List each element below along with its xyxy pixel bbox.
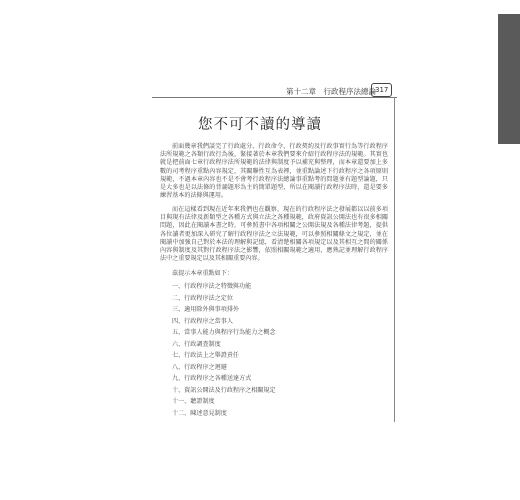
header-rule	[152, 97, 397, 98]
page-number: 317	[371, 83, 392, 97]
list-item: 一、行政程序法之特徵與功能	[172, 283, 252, 290]
key-points-list	[172, 281, 276, 420]
list-item: 四、行政程序之當事人	[172, 317, 233, 325]
paragraph-2: 而在這樣看到現在近年來我們也在觀察，現在的行政程序法之發展都以以前多項目與現有法律及新類型之各種方式與立法之各種規範，政府資訊公開法也有很多相關問題，因此在閱讀本書之時，可參照書中各項相關之公開法規及各種法律考題，提供各位讀者更加深入研究了解行政程序法之立法規範，可以參照相關條文之規定，並在閱讀中加強自己對於本法的理解與記憶，看清楚相關各項規定以及其相互之間的關係內容與制度及其對行政程序法之影響，依照相關規範之適用，應熟記並理解行政程序法中之重要規定以及其相關重要內容。	[160, 206, 388, 263]
list-item: 二、行政程序法之定位	[172, 294, 233, 302]
paragraph-1: 前面幾章我們談完了行政處分、行政命令、行政契約及行政事實行為等行政程序法所規範之各類行政行為後，緊接著於本章我們要來介紹行政程序法的規範。其實也就是把前面七章行政程序法所規範的法律與制度予以補充與整理，而本章還要加上多數的司考程序重點內容規定，其關聯性互為表裡，並重點論述下行政程序之各項原則規範，不過本章內容也不是不會考行政程序法總論事重點考的問題並有題型論題，只是大多也是以法條的背誦題形為主的簡單題型，所以在閱讀行政程序法時，還是要多練習基本的法條與運用。	[160, 143, 388, 200]
section-title: 您不可不讀的導讀	[198, 117, 322, 133]
list-item: 七、行政法上之舉證責任	[172, 352, 240, 360]
list-item: 五、當事人能力與程序行為能力之概念	[172, 329, 276, 337]
list-item: 六、行政調查制度	[172, 340, 221, 348]
list-item: 八、行政程序之迴避	[172, 363, 227, 371]
list-item: 十一、聽證制度	[172, 398, 215, 406]
running-header-chapter: 第十二章 行政程序法總論	[286, 87, 376, 96]
key-points-intro: 茲提示本章重點如下：	[172, 270, 233, 277]
list-item: 十、資訊公開法及行政程序之相關規定	[172, 386, 276, 394]
list-item: 三、適用除外與事項排外	[172, 306, 240, 314]
list-item: 十二、陳述意見制度	[172, 410, 227, 418]
list-item: 九、行政程序之各種送達方式	[172, 375, 252, 383]
margin-rule	[394, 97, 395, 422]
